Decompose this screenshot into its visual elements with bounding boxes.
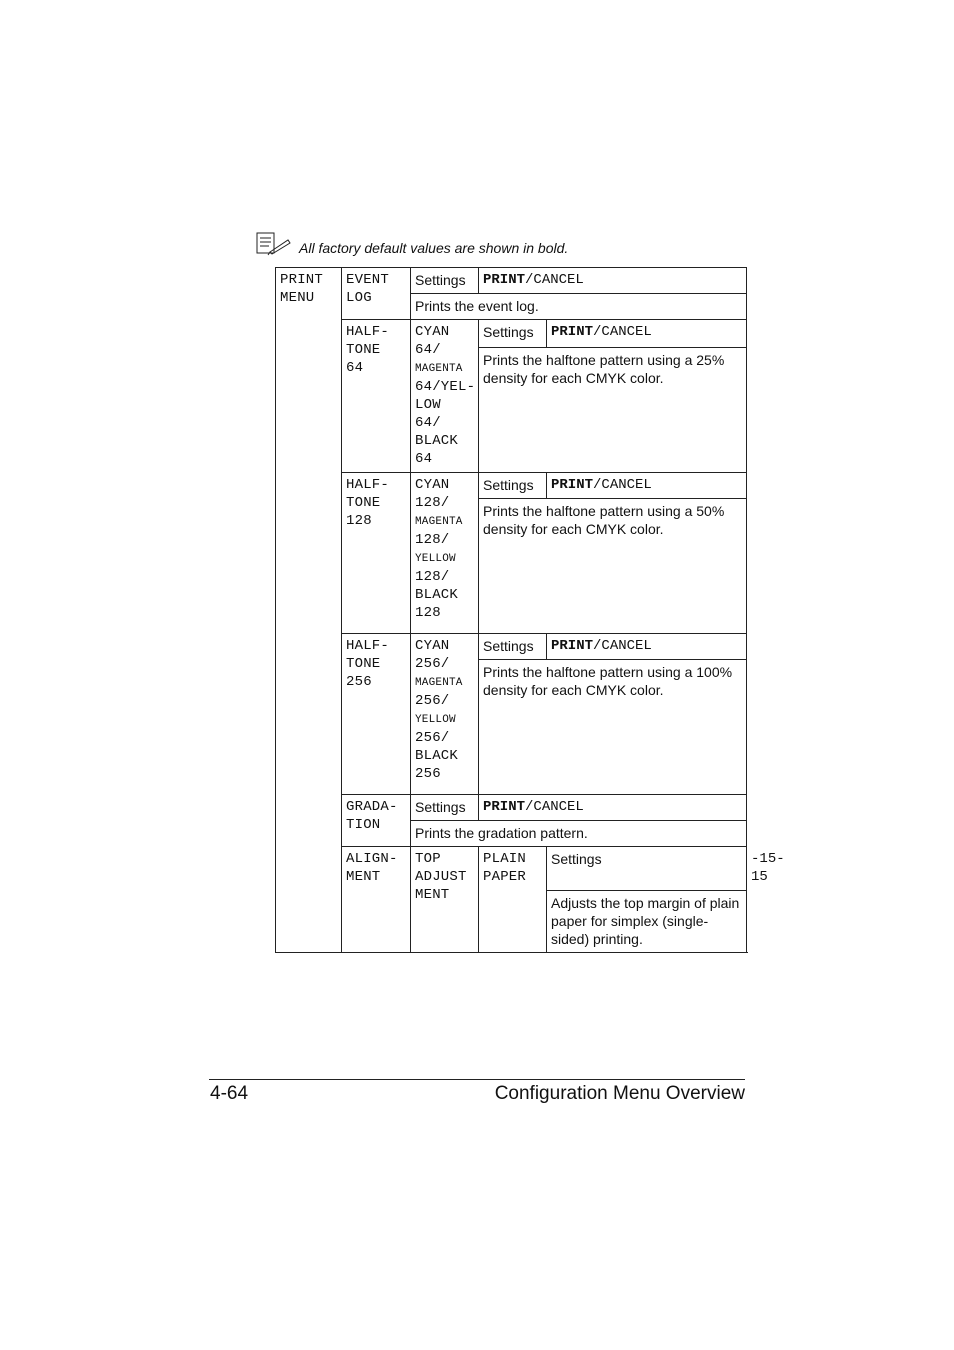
table-row: ALIGN- MENT TOP ADJUST MENT PLAIN PAPER Settings -15-15 <box>276 847 747 891</box>
subitem-part: CYAN 64/ <box>415 324 450 358</box>
subitem-part: 128/ BLACK 128 <box>415 569 459 621</box>
subitem-cmyk-64 <box>411 320 479 473</box>
settings-value <box>479 268 747 294</box>
item-top-adjust: TOP ADJUST MENT <box>411 847 479 953</box>
description: Prints the halftone pattern using a 100% density for each CMYK color. <box>479 660 747 795</box>
option-value: /CANCEL <box>593 324 652 340</box>
config-table <box>275 267 785 953</box>
settings-label: Settings <box>411 795 479 821</box>
default-value: PRINT <box>551 477 594 493</box>
table-row <box>276 268 747 294</box>
subitem-part: 256/ BLACK 256 <box>415 730 459 782</box>
description: Prints the halftone pattern using a 25% density for each CMYK color. <box>479 348 747 473</box>
settings-value <box>547 473 747 499</box>
settings-label: Settings <box>479 634 547 660</box>
subitem-part: CYAN 256/ <box>415 638 450 672</box>
subitem-part: MAGENTA <box>415 677 463 689</box>
settings-value <box>547 634 747 660</box>
note-pencil-icon <box>256 232 292 256</box>
subitem-cmyk-128 <box>411 473 479 634</box>
settings-value <box>547 320 747 348</box>
settings-label: Settings <box>479 320 547 348</box>
menu-alignment: ALIGN- MENT <box>342 847 411 953</box>
subitem-part: MAGENTA <box>415 363 463 375</box>
subitem-part: 128/ <box>415 532 450 548</box>
settings-value <box>479 795 747 821</box>
footer-rule <box>209 1079 745 1080</box>
table-row <box>276 320 747 348</box>
menu-print-menu: PRINT MENU <box>276 268 342 953</box>
subitem-cmyk-256 <box>411 634 479 795</box>
subitem-part: MAGENTA <box>415 516 463 528</box>
settings-label: Settings <box>479 473 547 499</box>
default-value: PRINT <box>551 638 594 654</box>
subitem-part: YELLOW <box>415 553 456 565</box>
default-value: PRINT <box>483 272 526 288</box>
item-halftone-256: HALF- TONE 256 <box>342 634 411 795</box>
default-value: PRINT <box>551 324 594 340</box>
note-text: All factory default values are shown in bold. <box>299 240 569 256</box>
page-number: 4-64 <box>210 1083 249 1104</box>
subitem-part: CYAN 128/ <box>415 477 450 511</box>
settings-label: Settings <box>411 268 479 294</box>
option-value: /CANCEL <box>593 477 652 493</box>
description: Prints the event log. <box>411 294 747 320</box>
option-value: /CANCEL <box>593 638 652 654</box>
settings-label: Settings <box>547 847 747 891</box>
section-title: Configuration Menu Overview <box>494 1083 745 1104</box>
item-halftone-128: HALF- TONE 128 <box>342 473 411 634</box>
option-value: /CANCEL <box>525 799 584 815</box>
subitem-part: 256/ <box>415 693 450 709</box>
subitem-plain-paper: PLAIN PAPER <box>479 847 547 953</box>
description: Prints the halftone pattern using a 50% density for each CMYK color. <box>479 499 747 634</box>
item-halftone-64: HALF- TONE 64 <box>342 320 411 473</box>
option-value: /CANCEL <box>525 272 584 288</box>
default-value: PRINT <box>483 799 526 815</box>
table-row <box>276 634 747 660</box>
table-row <box>276 795 747 821</box>
description: Adjusts the top margin of plain paper for simplex (single-sided) printing. <box>547 891 747 953</box>
description: Prints the gradation pattern. <box>411 821 747 847</box>
table-row <box>276 473 747 499</box>
subitem-part: 64/YEL- LOW 64/ <box>415 379 476 431</box>
item-event-log: EVENT LOG <box>342 268 411 320</box>
note <box>256 230 568 256</box>
subitem-part: YELLOW <box>415 714 456 726</box>
subitem-part: BLACK 64 <box>415 433 459 467</box>
item-gradation: GRADA- TION <box>342 795 411 847</box>
